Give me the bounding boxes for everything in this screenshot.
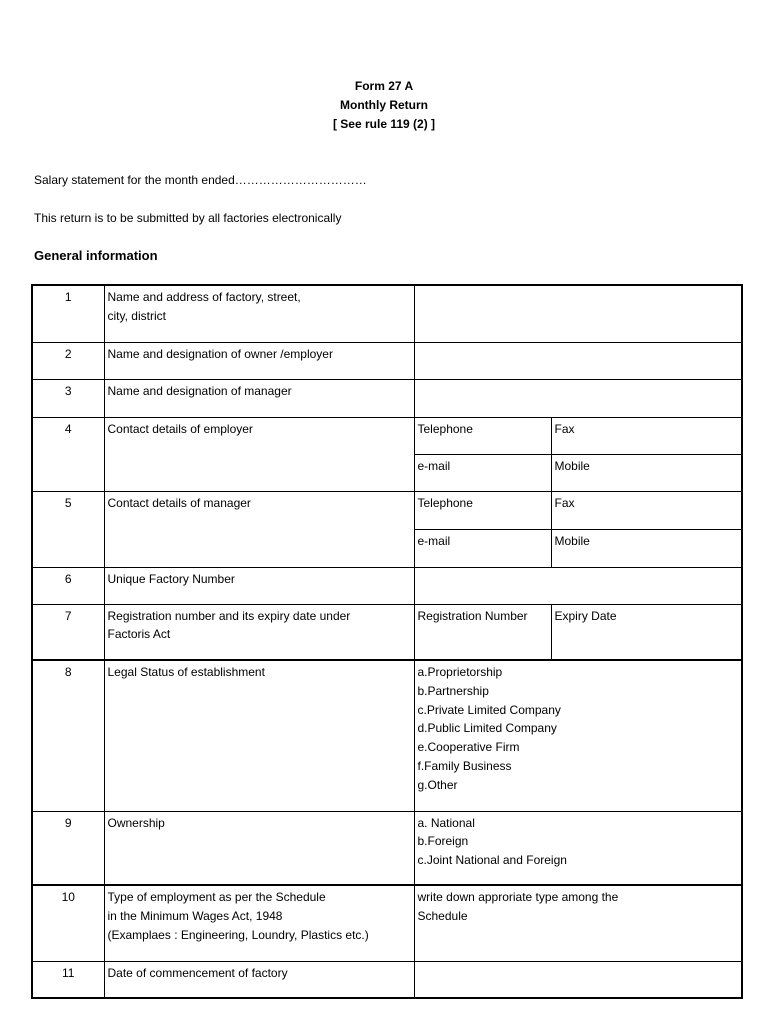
factory-address-field[interactable] (414, 285, 742, 342)
registration-number-field[interactable]: Registration Number (414, 604, 551, 660)
row-label: Contact details of manager (104, 491, 414, 567)
employer-mobile-field[interactable]: Mobile (551, 454, 742, 491)
form-title: Monthly Return (340, 98, 428, 112)
table-row (32, 567, 742, 604)
row-number: 9 (32, 811, 104, 885)
rule-reference: [ See rule 119 (2) ] (332, 117, 436, 131)
row-number: 6 (32, 567, 104, 604)
row-label: Registration number and its expiry date under Factoris Act (104, 604, 414, 660)
employer-email-field[interactable]: e-mail (414, 454, 551, 491)
salary-statement-line: Salary statement for the month ended…………………………… (34, 173, 367, 187)
table-row (32, 811, 742, 885)
manager-telephone-field[interactable]: Telephone (414, 491, 551, 529)
manager-mobile-field[interactable]: Mobile (551, 529, 742, 567)
option-joint: c.Joint National and Foreign (417, 853, 567, 868)
expiry-date-field[interactable]: Expiry Date (551, 604, 742, 660)
table-row (32, 885, 742, 961)
row-number: 5 (32, 491, 104, 567)
row-label: Unique Factory Number (104, 567, 414, 604)
option-other: g.Other (417, 777, 458, 792)
row-label: Legal Status of establishment (104, 660, 414, 811)
row-number: 8 (32, 660, 104, 811)
table-row (32, 285, 742, 342)
manager-email-field[interactable]: e-mail (414, 529, 551, 567)
option-proprietorship: a.Proprietorship (417, 665, 503, 679)
manager-fax-field[interactable]: Fax (551, 491, 742, 529)
table-row (32, 491, 742, 529)
row-label: Date of commencement of factory (104, 961, 414, 998)
row-label: Name and address of factory, street, city, district (104, 285, 414, 342)
table-row (32, 417, 742, 454)
form-number: Form 27 A (354, 79, 414, 93)
owner-designation-field[interactable] (414, 342, 742, 379)
row-label: Name and designation of manager (104, 379, 414, 417)
row-label: Type of employment as per the Schedule in the Minimum Wages Act, 1948 (Examplaes : Engineering, Loundry, Plastics etc.) (104, 885, 414, 961)
legal-status-options[interactable] (414, 660, 742, 811)
row-number: 2 (32, 342, 104, 379)
employment-type-field[interactable]: write down approriate type among the Schedule (414, 885, 742, 961)
row-number: 7 (32, 604, 104, 660)
manager-designation-field[interactable] (414, 379, 742, 417)
option-cooperative: e.Cooperative Firm (417, 740, 520, 755)
unique-factory-number-field[interactable] (414, 567, 742, 604)
table-row (32, 342, 742, 379)
row-number: 10 (32, 885, 104, 961)
table-row (32, 660, 742, 811)
employer-telephone-field[interactable]: Telephone (414, 417, 551, 454)
row-number: 11 (32, 961, 104, 998)
section-title: General information (34, 248, 158, 263)
ownership-options[interactable] (414, 811, 742, 885)
option-foreign: b.Foreign (417, 834, 469, 849)
employer-fax-field[interactable]: Fax (551, 417, 742, 454)
commencement-date-field[interactable] (414, 961, 742, 998)
row-label: Name and designation of owner /employer (104, 342, 414, 379)
row-number: 1 (32, 285, 104, 342)
row-number: 3 (32, 379, 104, 417)
table-row (32, 379, 742, 417)
option-national: a. National (417, 815, 475, 830)
option-public-limited: d.Public Limited Company (417, 721, 557, 736)
general-information-table (31, 284, 743, 999)
row-number: 4 (32, 417, 104, 491)
option-private-limited: c.Private Limited Company (417, 702, 561, 717)
row-label: Contact details of employer (104, 417, 414, 491)
table-row (32, 604, 742, 660)
option-family-business: f.Family Business (417, 758, 512, 773)
row-label: Ownership (104, 811, 414, 885)
table-row (32, 961, 742, 998)
option-partnership: b.Partnership (417, 683, 489, 698)
submission-note: This return is to be submitted by all factories electronically (34, 211, 342, 225)
